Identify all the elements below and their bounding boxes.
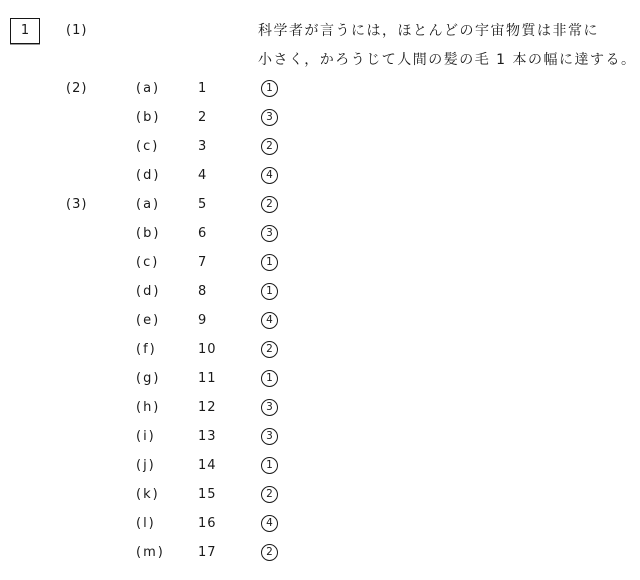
item-label: (b) xyxy=(136,110,161,125)
answer-text-line: 科学者が言うには，ほとんどの宇宙物質は非常に xyxy=(258,22,599,39)
circled-answer: 1 xyxy=(261,457,278,474)
answer-row xyxy=(0,74,640,103)
question-number: 4 xyxy=(198,168,208,183)
item-label: (a) xyxy=(136,197,161,212)
row-q1-line1 xyxy=(0,16,640,45)
item-label: (l) xyxy=(136,516,156,531)
section-label: (1) xyxy=(66,23,88,38)
answer-row xyxy=(0,480,640,509)
answer-row xyxy=(0,277,640,306)
answer-row xyxy=(0,393,640,422)
item-label: (k) xyxy=(136,487,160,502)
answer-row xyxy=(0,190,640,219)
item-label: (b) xyxy=(136,226,161,241)
circled-answer: 2 xyxy=(261,196,278,213)
circled-answer: 2 xyxy=(261,341,278,358)
section-label: (3) xyxy=(66,197,88,212)
answer-row xyxy=(0,161,640,190)
circled-answer: 1 xyxy=(261,370,278,387)
circled-answer: 3 xyxy=(261,225,278,242)
item-label: (m) xyxy=(136,545,165,560)
answer-row xyxy=(0,248,640,277)
question-number: 1 xyxy=(198,81,208,96)
question-number: 5 xyxy=(198,197,208,212)
question-number: 9 xyxy=(198,313,208,328)
section-label: (2) xyxy=(66,81,88,96)
circled-answer: 1 xyxy=(261,80,278,97)
answer-row xyxy=(0,132,640,161)
item-label: (a) xyxy=(136,81,161,96)
circled-answer: 2 xyxy=(261,486,278,503)
answer-row xyxy=(0,219,640,248)
question-number: 16 xyxy=(198,516,217,531)
question-number: 3 xyxy=(198,139,208,154)
question-number: 13 xyxy=(198,429,217,444)
question-number: 14 xyxy=(198,458,217,473)
answer-row xyxy=(0,103,640,132)
item-label: (c) xyxy=(136,255,160,270)
question-number: 17 xyxy=(198,545,217,560)
question-number: 11 xyxy=(198,371,217,386)
answer-row xyxy=(0,335,640,364)
answer-row xyxy=(0,422,640,451)
circled-answer: 2 xyxy=(261,544,278,561)
item-label: (i) xyxy=(136,429,156,444)
question-number: 2 xyxy=(198,110,208,125)
circled-answer: 3 xyxy=(261,109,278,126)
question-number: 12 xyxy=(198,400,217,415)
answer-row xyxy=(0,509,640,538)
item-label: (d) xyxy=(136,284,161,299)
question-number-cell xyxy=(0,18,66,44)
item-label: (j) xyxy=(136,458,156,473)
item-label: (g) xyxy=(136,371,161,386)
circled-answer: 1 xyxy=(261,283,278,300)
answer-row xyxy=(0,451,640,480)
row-q1-line2 xyxy=(0,45,640,74)
question-number: 8 xyxy=(198,284,208,299)
answer-row xyxy=(0,538,640,567)
circled-answer: 4 xyxy=(261,515,278,532)
circled-answer: 4 xyxy=(261,312,278,329)
question-number: 6 xyxy=(198,226,208,241)
circled-answer: 1 xyxy=(261,254,278,271)
question-number: 15 xyxy=(198,487,217,502)
question-number: 10 xyxy=(198,342,217,357)
circled-answer: 2 xyxy=(261,138,278,155)
circled-answer: 3 xyxy=(261,399,278,416)
item-label: (f) xyxy=(136,342,157,357)
circled-answer: 4 xyxy=(261,167,278,184)
circled-answer: 3 xyxy=(261,428,278,445)
question-number-box: 1 xyxy=(10,18,40,44)
item-label: (c) xyxy=(136,139,160,154)
item-label: (d) xyxy=(136,168,161,183)
item-label: (e) xyxy=(136,313,161,328)
answer-row xyxy=(0,306,640,335)
answer-text-line: 小さく，かろうじて人間の髪の毛 1 本の幅に達する。 xyxy=(258,51,637,68)
item-label: (h) xyxy=(136,400,161,415)
question-number: 7 xyxy=(198,255,208,270)
answer-row xyxy=(0,364,640,393)
